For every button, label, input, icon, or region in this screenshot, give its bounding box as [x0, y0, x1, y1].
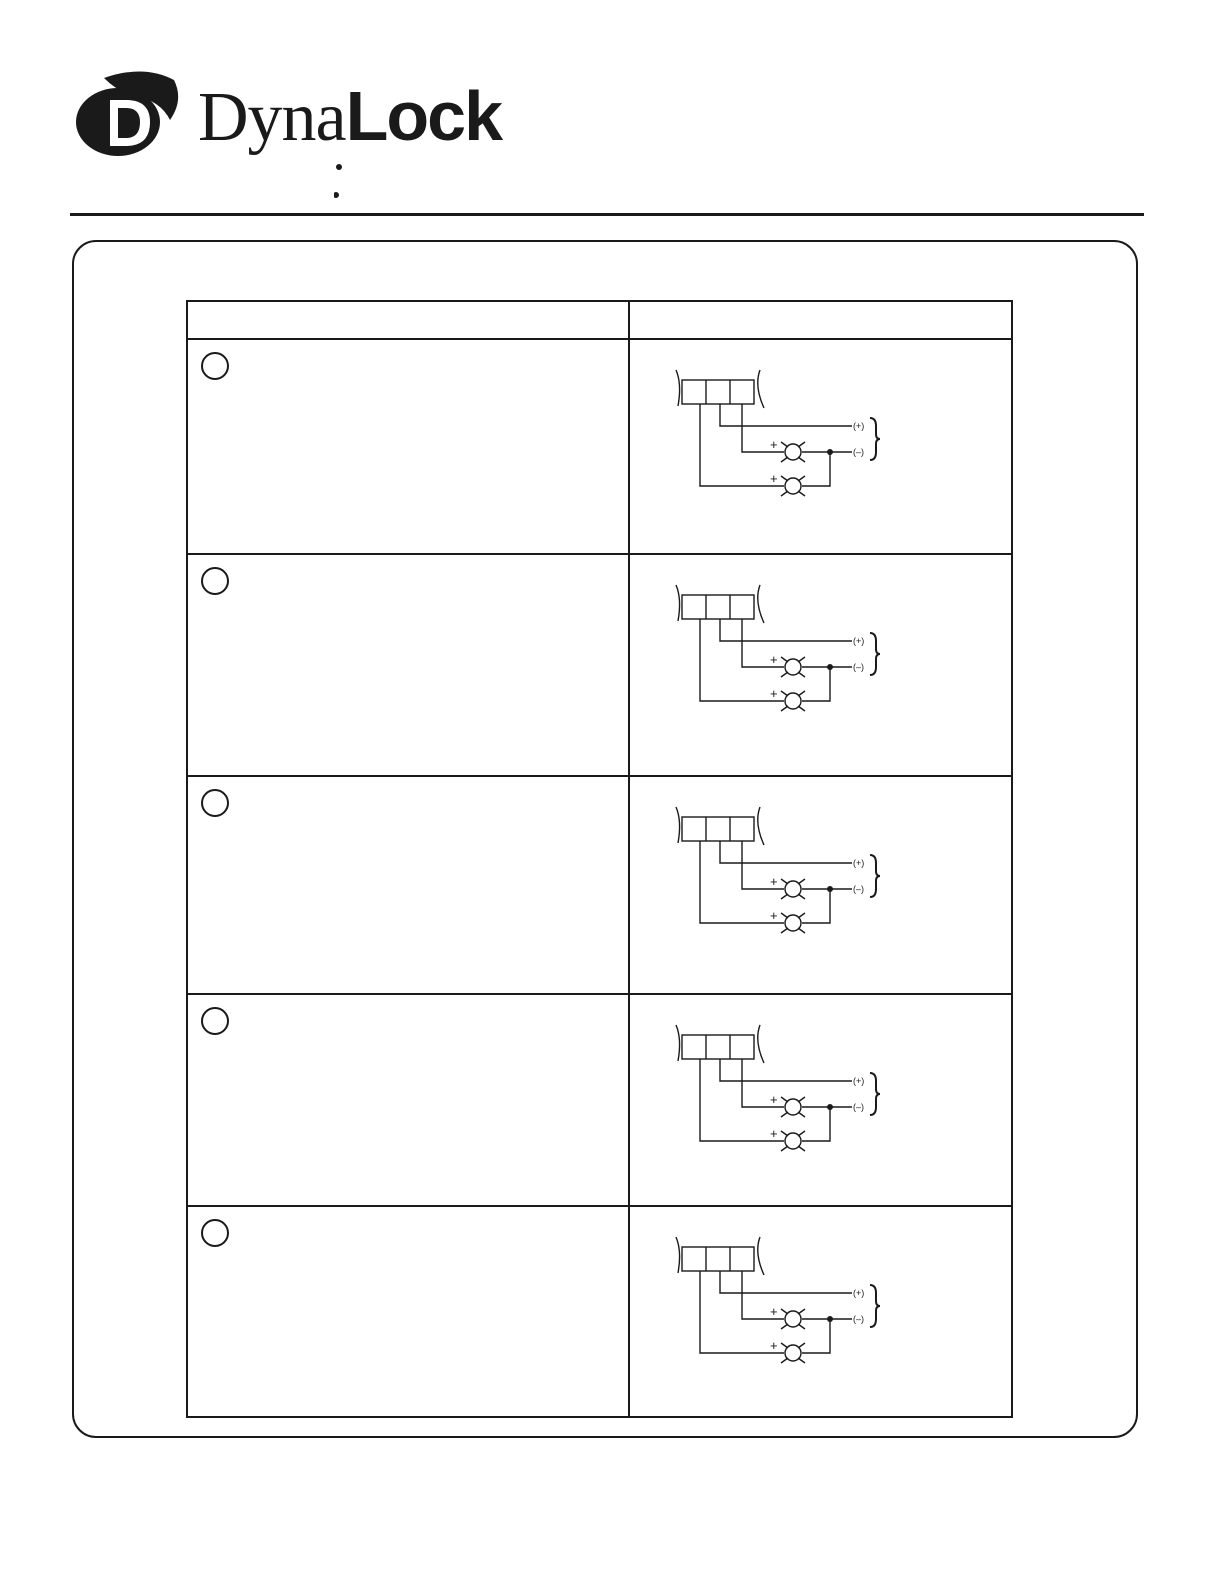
wire-positive — [720, 1271, 852, 1293]
supply-brace — [870, 855, 880, 897]
lamp-ray — [798, 691, 805, 696]
terminal-block — [682, 1247, 754, 1271]
lamp-ray — [781, 1131, 788, 1136]
junction-dot — [827, 449, 833, 455]
terminal-block — [682, 817, 754, 841]
lamp-ray — [798, 476, 805, 481]
lamp-ray — [781, 491, 788, 496]
lamp-ray — [798, 672, 805, 677]
lamp-ray — [798, 1343, 805, 1348]
supply-brace — [870, 1073, 880, 1115]
terminal-block-edge — [676, 807, 680, 843]
lamp-ray — [798, 657, 805, 662]
wire-lamp1 — [742, 404, 784, 452]
wire-positive — [720, 841, 852, 863]
lamp-ray — [781, 1343, 788, 1348]
supply-brace — [870, 1285, 880, 1327]
row-divider — [188, 553, 1011, 555]
terminal-block-edge — [758, 585, 764, 623]
wiring-diagram-svg — [672, 1233, 892, 1373]
dynalock-logo — [74, 70, 504, 200]
terminal-block-edge — [676, 1025, 680, 1061]
row-number-circle — [201, 1007, 229, 1035]
lamp-ray — [781, 476, 788, 481]
wire-lamp1 — [742, 1059, 784, 1107]
header-row-divider — [188, 338, 1011, 340]
lamp-ray — [781, 894, 788, 899]
header-rule — [70, 213, 1144, 216]
lamp-ray — [781, 879, 788, 884]
lamp-ray — [781, 1309, 788, 1314]
lamp-ray — [798, 1112, 805, 1117]
lamp-ray — [798, 442, 805, 447]
lamp-ray — [781, 457, 788, 462]
brand-name-part1: Dyna — [198, 79, 346, 156]
wiring-diagram — [672, 366, 892, 506]
wire-positive — [720, 404, 852, 426]
positive-terminal-label: (+) — [853, 858, 865, 868]
lamp2-plus-label: + — [770, 686, 778, 701]
wiring-diagram — [672, 803, 892, 943]
lamp2-plus-label: + — [770, 1126, 778, 1141]
lamp-ray — [781, 657, 788, 662]
lamp-ray — [781, 928, 788, 933]
lamp-ray — [798, 894, 805, 899]
negative-terminal-label: (–) — [853, 662, 864, 672]
row-number-circle — [201, 352, 229, 380]
lamp-ray — [798, 1324, 805, 1329]
wiring-diagram — [672, 1021, 892, 1161]
column-divider — [628, 302, 630, 1416]
lamp-ray — [798, 1309, 805, 1314]
lamp-ray — [798, 1146, 805, 1151]
wiring-diagram-svg — [672, 1021, 892, 1161]
lamp1-plus-label: + — [770, 652, 778, 667]
wiring-diagram-svg — [672, 803, 892, 943]
terminal-block — [682, 595, 754, 619]
lamp-ray — [781, 1146, 788, 1151]
lamp-ray — [781, 672, 788, 677]
negative-terminal-label: (–) — [853, 1102, 864, 1112]
wiring-diagram-svg — [672, 366, 892, 506]
terminal-block-edge — [758, 807, 764, 845]
lamp1-plus-label: + — [770, 1304, 778, 1319]
wiring-diagram — [672, 1233, 892, 1373]
positive-terminal-label: (+) — [853, 1076, 865, 1086]
terminal-block-edge — [676, 370, 680, 406]
lamp2-plus-label: + — [770, 1338, 778, 1353]
terminal-block-edge — [758, 370, 764, 408]
svg-text:D: D — [74, 70, 75, 71]
positive-terminal-label: (+) — [853, 1288, 865, 1298]
terminal-block-edge — [758, 1025, 764, 1063]
wire-return — [802, 889, 830, 923]
lamp2-plus-label: + — [770, 908, 778, 923]
wire-return — [802, 1319, 830, 1353]
brand-name — [198, 76, 501, 158]
lamp-ray — [798, 913, 805, 918]
lamp-ray — [781, 442, 788, 447]
lamp2-plus-label: + — [770, 471, 778, 486]
wire-positive — [720, 1059, 852, 1081]
lamp-ray — [781, 1324, 788, 1329]
lamp-ray — [781, 691, 788, 696]
lamp-ray — [798, 457, 805, 462]
wiring-diagram — [672, 581, 892, 721]
logo-dots-icon — [334, 162, 344, 202]
positive-terminal-label: (+) — [853, 421, 865, 431]
wire-lamp1 — [742, 841, 784, 889]
lamp-ray — [781, 1112, 788, 1117]
terminal-block-edge — [676, 1237, 680, 1273]
junction-dot — [827, 664, 833, 670]
row-divider — [188, 1205, 1011, 1207]
negative-terminal-label: (–) — [853, 447, 864, 457]
negative-terminal-label: (–) — [853, 1314, 864, 1324]
lamp-ray — [798, 491, 805, 496]
wire-lamp1 — [742, 619, 784, 667]
supply-brace — [870, 418, 880, 460]
row-number-circle — [201, 1219, 229, 1247]
lamp-ray — [798, 706, 805, 711]
lamp1-plus-label: + — [770, 437, 778, 452]
brand-name-part2: Lock — [345, 77, 502, 155]
row-divider — [188, 775, 1011, 777]
wiring-diagram-svg — [672, 581, 892, 721]
lamp-ray — [798, 1097, 805, 1102]
lamp1-plus-label: + — [770, 874, 778, 889]
wire-positive — [720, 619, 852, 641]
junction-dot — [827, 1316, 833, 1322]
wire-return — [802, 452, 830, 486]
lamp-ray — [781, 706, 788, 711]
row-number-circle — [201, 567, 229, 595]
wire-return — [802, 1107, 830, 1141]
lamp-ray — [798, 1131, 805, 1136]
lamp-ray — [798, 928, 805, 933]
row-number-circle — [201, 789, 229, 817]
terminal-block-edge — [676, 585, 680, 621]
wiring-table — [186, 300, 1013, 1418]
lamp-ray — [781, 1358, 788, 1363]
positive-terminal-label: (+) — [853, 636, 865, 646]
junction-dot — [827, 1104, 833, 1110]
lamp-ray — [798, 879, 805, 884]
supply-brace — [870, 633, 880, 675]
lamp-ray — [798, 1358, 805, 1363]
lamp-ray — [781, 1097, 788, 1102]
lamp1-plus-label: + — [770, 1092, 778, 1107]
terminal-block — [682, 1035, 754, 1059]
row-divider — [188, 993, 1011, 995]
dynalock-logo-mark-icon — [74, 70, 184, 160]
terminal-block — [682, 380, 754, 404]
terminal-block-edge — [758, 1237, 764, 1275]
wire-return — [802, 667, 830, 701]
negative-terminal-label: (–) — [853, 884, 864, 894]
wire-lamp1 — [742, 1271, 784, 1319]
lamp-ray — [781, 913, 788, 918]
junction-dot — [827, 886, 833, 892]
